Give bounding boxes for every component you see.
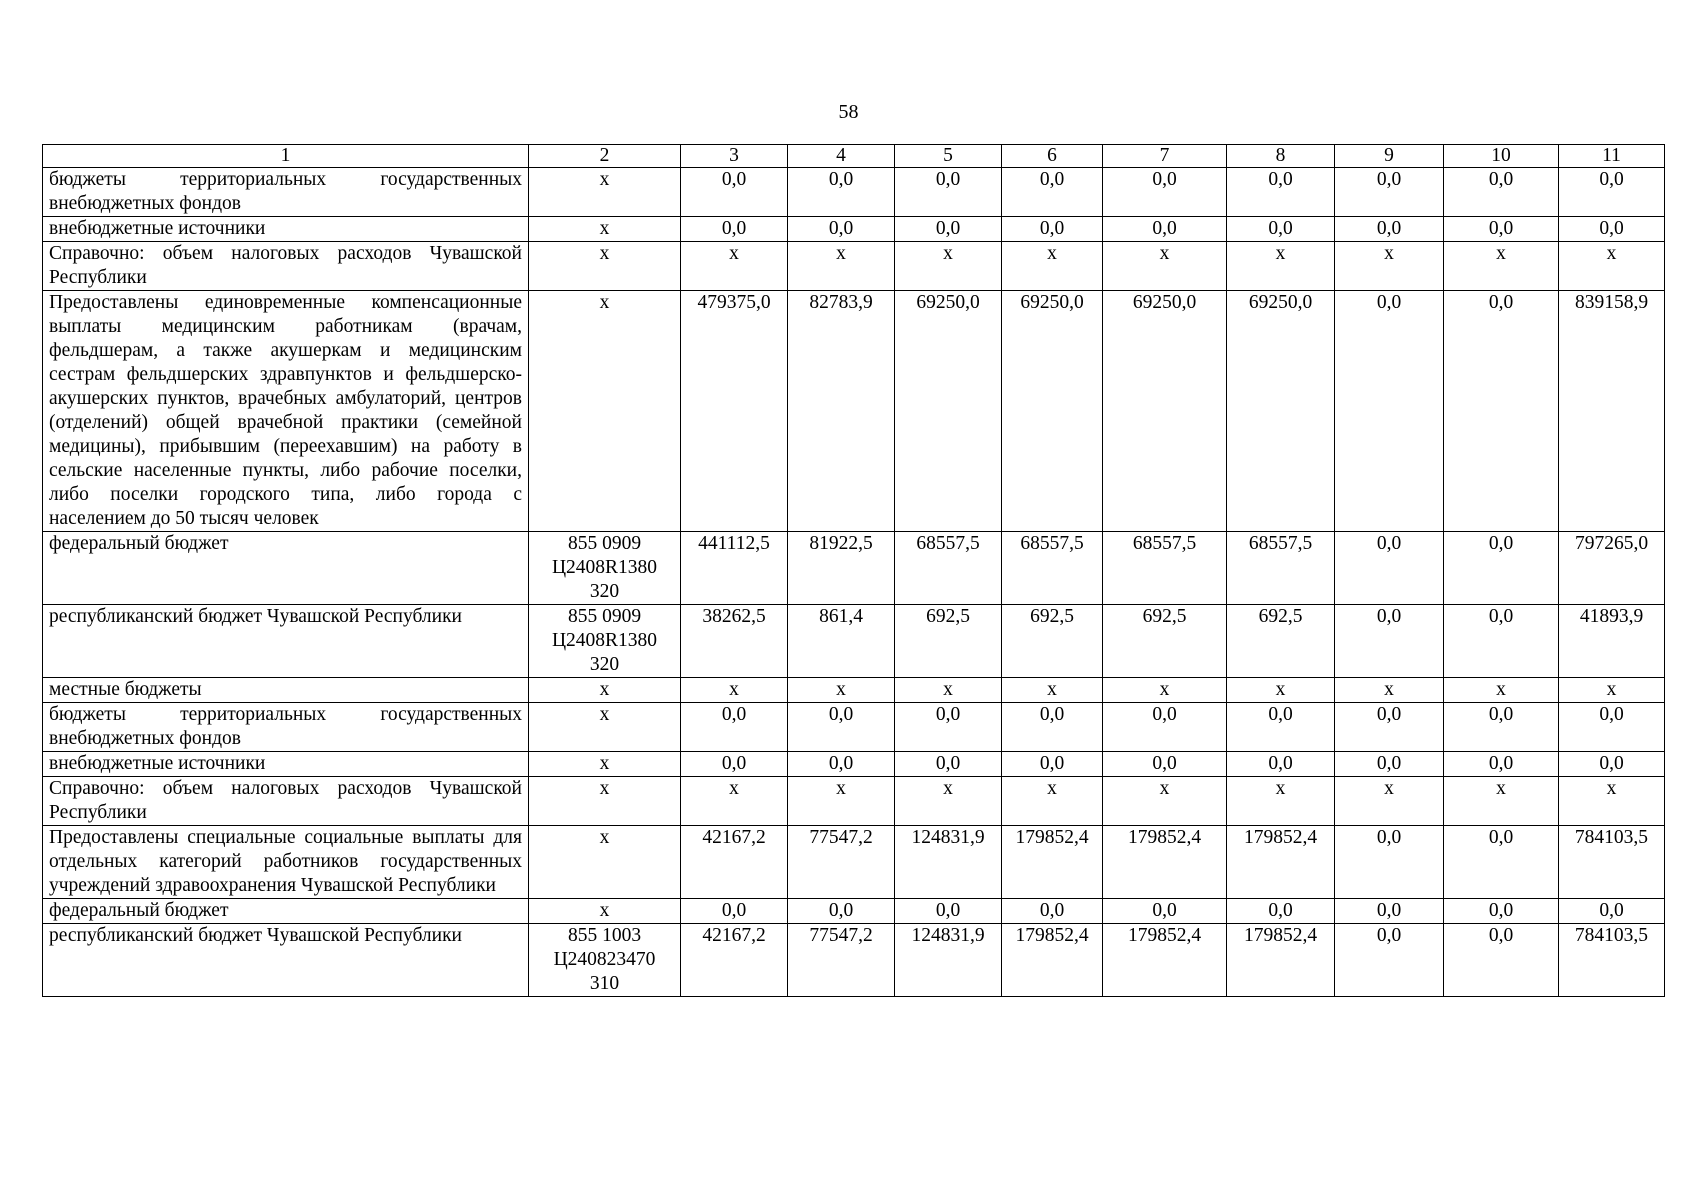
value-cell: 692,5 bbox=[1002, 605, 1103, 678]
column-header: 8 bbox=[1227, 145, 1335, 168]
value-cell: x bbox=[1227, 678, 1335, 703]
value-cell: 0,0 bbox=[1103, 168, 1227, 217]
value-cell: 0,0 bbox=[1103, 217, 1227, 242]
value-cell: 68557,5 bbox=[1227, 532, 1335, 605]
value-cell: 0,0 bbox=[1559, 752, 1665, 777]
value-cell: 0,0 bbox=[681, 752, 788, 777]
budget-code: x bbox=[529, 242, 681, 291]
value-cell: 0,0 bbox=[1227, 217, 1335, 242]
value-cell: 0,0 bbox=[1335, 826, 1444, 899]
value-cell: 0,0 bbox=[681, 703, 788, 752]
value-cell: 0,0 bbox=[1444, 605, 1559, 678]
value-cell: 0,0 bbox=[788, 703, 895, 752]
table-row bbox=[43, 168, 1665, 217]
value-cell: 0,0 bbox=[1002, 899, 1103, 924]
value-cell: 0,0 bbox=[1335, 899, 1444, 924]
value-cell: x bbox=[788, 678, 895, 703]
value-cell: x bbox=[1444, 678, 1559, 703]
column-header: 10 bbox=[1444, 145, 1559, 168]
table-row bbox=[43, 752, 1665, 777]
value-cell: 784103,5 bbox=[1559, 924, 1665, 997]
value-cell: x bbox=[1227, 777, 1335, 826]
row-name: бюджеты территориальных государственных внебюджетных фондов bbox=[43, 168, 529, 217]
value-cell: 77547,2 bbox=[788, 924, 895, 997]
value-cell: 479375,0 bbox=[681, 291, 788, 532]
table-row bbox=[43, 703, 1665, 752]
value-cell: 0,0 bbox=[1444, 924, 1559, 997]
value-cell: 0,0 bbox=[1335, 605, 1444, 678]
value-cell: x bbox=[1227, 242, 1335, 291]
table-row bbox=[43, 924, 1665, 997]
budget-code: x bbox=[529, 168, 681, 217]
value-cell: 0,0 bbox=[1103, 703, 1227, 752]
value-cell: 0,0 bbox=[1335, 168, 1444, 217]
value-cell: 124831,9 bbox=[895, 924, 1002, 997]
column-header: 1 bbox=[43, 145, 529, 168]
header-row bbox=[43, 145, 1665, 168]
value-cell: x bbox=[681, 777, 788, 826]
row-name: федеральный бюджет bbox=[43, 899, 529, 924]
column-header: 7 bbox=[1103, 145, 1227, 168]
table-row bbox=[43, 291, 1665, 532]
row-name: Предоставлены единовременные компенсационные выплаты медицинским работникам (врачам, фельдшерам, а также акушеркам и медицинским сестрам фельдшерских здравпунктов и фельдшерско-акушерских пунктов, врачебных амбулаторий, центров (отделений) общей врачебной практики (семейной медицины), прибывшим (переехавшим) на работу в сельские населенные пункты, либо рабочие поселки, либо поселки городского типа, либо города с населением до 50 тысяч человек bbox=[43, 291, 529, 532]
column-header: 5 bbox=[895, 145, 1002, 168]
row-name: бюджеты территориальных государственных внебюджетных фондов bbox=[43, 703, 529, 752]
value-cell: 38262,5 bbox=[681, 605, 788, 678]
value-cell: 68557,5 bbox=[1002, 532, 1103, 605]
budget-code: x bbox=[529, 752, 681, 777]
value-cell: 77547,2 bbox=[788, 826, 895, 899]
value-cell: 124831,9 bbox=[895, 826, 1002, 899]
value-cell: x bbox=[1002, 777, 1103, 826]
value-cell: 0,0 bbox=[1335, 291, 1444, 532]
value-cell: 0,0 bbox=[788, 752, 895, 777]
value-cell: 179852,4 bbox=[1002, 826, 1103, 899]
table-row bbox=[43, 899, 1665, 924]
value-cell: x bbox=[895, 777, 1002, 826]
value-cell: 0,0 bbox=[1335, 217, 1444, 242]
row-name: внебюджетные источники bbox=[43, 752, 529, 777]
value-cell: x bbox=[1444, 777, 1559, 826]
table-body bbox=[43, 145, 1665, 997]
budget-table bbox=[42, 144, 1665, 997]
column-header: 3 bbox=[681, 145, 788, 168]
value-cell: x bbox=[1444, 242, 1559, 291]
value-cell: 69250,0 bbox=[895, 291, 1002, 532]
value-cell: 69250,0 bbox=[1002, 291, 1103, 532]
value-cell: 0,0 bbox=[1444, 532, 1559, 605]
value-cell: x bbox=[1002, 242, 1103, 291]
value-cell: 0,0 bbox=[895, 752, 1002, 777]
table-row bbox=[43, 605, 1665, 678]
column-header: 6 bbox=[1002, 145, 1103, 168]
value-cell: x bbox=[1559, 678, 1665, 703]
row-name: Справочно: объем налоговых расходов Чувашской Республики bbox=[43, 242, 529, 291]
value-cell: 0,0 bbox=[1559, 899, 1665, 924]
value-cell: 68557,5 bbox=[895, 532, 1002, 605]
table-row bbox=[43, 678, 1665, 703]
value-cell: 692,5 bbox=[895, 605, 1002, 678]
value-cell: x bbox=[1103, 242, 1227, 291]
value-cell: 81922,5 bbox=[788, 532, 895, 605]
value-cell: x bbox=[681, 678, 788, 703]
column-header: 9 bbox=[1335, 145, 1444, 168]
value-cell: 0,0 bbox=[1559, 703, 1665, 752]
value-cell: 179852,4 bbox=[1227, 826, 1335, 899]
value-cell: 0,0 bbox=[1444, 703, 1559, 752]
value-cell: 0,0 bbox=[681, 899, 788, 924]
budget-code: x bbox=[529, 678, 681, 703]
value-cell: 0,0 bbox=[1559, 217, 1665, 242]
page-number: 58 bbox=[838, 101, 859, 123]
value-cell: x bbox=[895, 678, 1002, 703]
value-cell: x bbox=[1335, 678, 1444, 703]
value-cell: 42167,2 bbox=[681, 924, 788, 997]
budget-code: 855 0909 Ц2408R1380 320 bbox=[529, 605, 681, 678]
budget-code: x bbox=[529, 777, 681, 826]
value-cell: 861,4 bbox=[788, 605, 895, 678]
table-row bbox=[43, 777, 1665, 826]
budget-code: 855 0909 Ц2408R1380 320 bbox=[529, 532, 681, 605]
table-row bbox=[43, 826, 1665, 899]
value-cell: 0,0 bbox=[681, 168, 788, 217]
value-cell: 0,0 bbox=[1002, 217, 1103, 242]
value-cell: x bbox=[1103, 678, 1227, 703]
value-cell: 0,0 bbox=[1335, 752, 1444, 777]
value-cell: 0,0 bbox=[1002, 168, 1103, 217]
row-name: местные бюджеты bbox=[43, 678, 529, 703]
value-cell: 68557,5 bbox=[1103, 532, 1227, 605]
row-name: республиканский бюджет Чувашской Республики bbox=[43, 924, 529, 997]
value-cell: 0,0 bbox=[1227, 752, 1335, 777]
value-cell: x bbox=[1335, 777, 1444, 826]
value-cell: x bbox=[1103, 777, 1227, 826]
value-cell: 0,0 bbox=[1444, 899, 1559, 924]
value-cell: x bbox=[1559, 242, 1665, 291]
value-cell: 441112,5 bbox=[681, 532, 788, 605]
value-cell: 0,0 bbox=[1335, 924, 1444, 997]
budget-code: x bbox=[529, 826, 681, 899]
value-cell: 0,0 bbox=[1559, 168, 1665, 217]
value-cell: 179852,4 bbox=[1103, 826, 1227, 899]
budget-code: x bbox=[529, 291, 681, 532]
value-cell: 0,0 bbox=[1103, 752, 1227, 777]
value-cell: 0,0 bbox=[1335, 532, 1444, 605]
value-cell: 0,0 bbox=[1227, 168, 1335, 217]
table-row bbox=[43, 532, 1665, 605]
value-cell: 179852,4 bbox=[1103, 924, 1227, 997]
value-cell: x bbox=[788, 777, 895, 826]
value-cell: 0,0 bbox=[1227, 703, 1335, 752]
value-cell: 0,0 bbox=[1103, 899, 1227, 924]
value-cell: 784103,5 bbox=[1559, 826, 1665, 899]
value-cell: 0,0 bbox=[788, 168, 895, 217]
value-cell: 692,5 bbox=[1227, 605, 1335, 678]
value-cell: x bbox=[1559, 777, 1665, 826]
value-cell: 797265,0 bbox=[1559, 532, 1665, 605]
value-cell: x bbox=[788, 242, 895, 291]
value-cell: 0,0 bbox=[1444, 826, 1559, 899]
row-name: федеральный бюджет bbox=[43, 532, 529, 605]
value-cell: x bbox=[1002, 678, 1103, 703]
row-name: Справочно: объем налоговых расходов Чувашской Республики bbox=[43, 777, 529, 826]
value-cell: 0,0 bbox=[1444, 168, 1559, 217]
value-cell: 692,5 bbox=[1103, 605, 1227, 678]
budget-code: x bbox=[529, 217, 681, 242]
value-cell: 179852,4 bbox=[1002, 924, 1103, 997]
value-cell: 0,0 bbox=[1335, 703, 1444, 752]
value-cell: 42167,2 bbox=[681, 826, 788, 899]
column-header: 11 bbox=[1559, 145, 1665, 168]
value-cell: 0,0 bbox=[1002, 703, 1103, 752]
budget-code: x bbox=[529, 703, 681, 752]
value-cell: 0,0 bbox=[895, 217, 1002, 242]
table-row bbox=[43, 217, 1665, 242]
column-header: 4 bbox=[788, 145, 895, 168]
value-cell: 839158,9 bbox=[1559, 291, 1665, 532]
value-cell: 41893,9 bbox=[1559, 605, 1665, 678]
value-cell: 0,0 bbox=[788, 899, 895, 924]
value-cell: x bbox=[895, 242, 1002, 291]
column-header: 2 bbox=[529, 145, 681, 168]
value-cell: 0,0 bbox=[681, 217, 788, 242]
value-cell: 0,0 bbox=[788, 217, 895, 242]
row-name: внебюджетные источники bbox=[43, 217, 529, 242]
value-cell: 0,0 bbox=[895, 899, 1002, 924]
value-cell: 69250,0 bbox=[1227, 291, 1335, 532]
table-row bbox=[43, 242, 1665, 291]
value-cell: 0,0 bbox=[1227, 899, 1335, 924]
value-cell: 0,0 bbox=[1002, 752, 1103, 777]
value-cell: 82783,9 bbox=[788, 291, 895, 532]
row-name: Предоставлены специальные социальные выплаты для отдельных категорий работников государственных учреждений здравоохранения Чувашской Республики bbox=[43, 826, 529, 899]
value-cell: x bbox=[1335, 242, 1444, 291]
value-cell: 0,0 bbox=[1444, 291, 1559, 532]
value-cell: 0,0 bbox=[1444, 752, 1559, 777]
budget-code: x bbox=[529, 899, 681, 924]
value-cell: 0,0 bbox=[895, 168, 1002, 217]
row-name: республиканский бюджет Чувашской Республики bbox=[43, 605, 529, 678]
value-cell: 69250,0 bbox=[1103, 291, 1227, 532]
value-cell: 179852,4 bbox=[1227, 924, 1335, 997]
value-cell: 0,0 bbox=[1444, 217, 1559, 242]
value-cell: x bbox=[681, 242, 788, 291]
value-cell: 0,0 bbox=[895, 703, 1002, 752]
budget-code: 855 1003 Ц240823470 310 bbox=[529, 924, 681, 997]
